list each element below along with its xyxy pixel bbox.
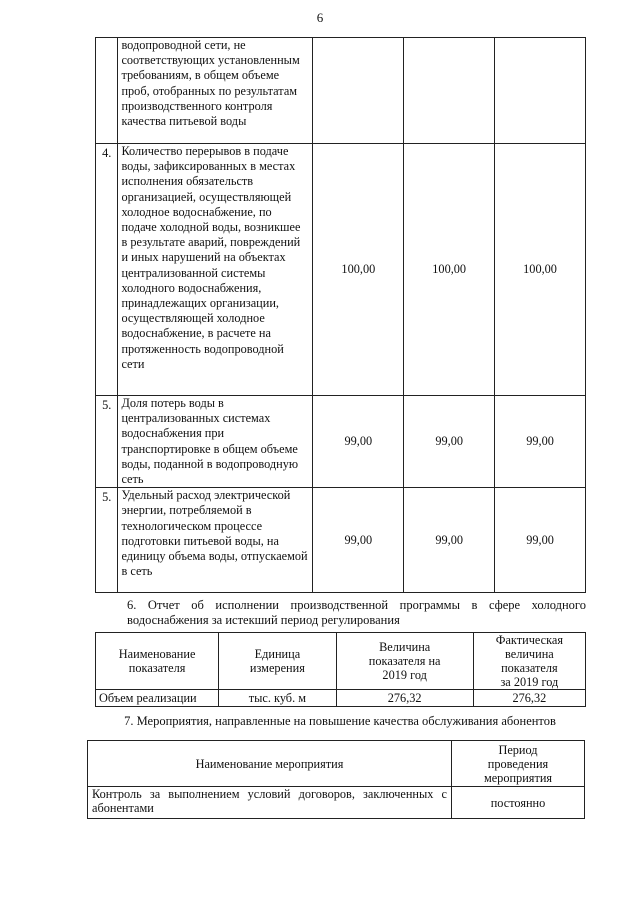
value-cell: 100,00 bbox=[495, 144, 586, 396]
value-cell: 99,00 bbox=[404, 488, 495, 593]
value-cell: 276,32 bbox=[336, 690, 473, 707]
column-header: Наименование мероприятия bbox=[88, 741, 452, 787]
table-row bbox=[88, 787, 585, 819]
indicator-name: водопроводной сети, не соответствующих установленным требованиям, в общем объеме проб, отобранных по результатам производственного контроля качества питьевой воды bbox=[118, 38, 313, 144]
table-row bbox=[96, 38, 586, 144]
page-number: 6 bbox=[316, 10, 324, 25]
table-header-row bbox=[88, 741, 585, 787]
table-row bbox=[96, 144, 586, 396]
table-row bbox=[96, 690, 586, 707]
indicator-name: Количество перерывов в подаче воды, зафиксированных в местах исполнения обязательств организацией, осуществляющей холодное водоснабжение, по подаче холодной воды, возникшее в результате аварий, повреждений и иных нарушений на объектах централизованной системы холодного водоснабжения, принадлежащих организации, осуществляющей холодное водоснабжение, в расчете на протяженность водопроводной сети bbox=[118, 144, 313, 396]
row-number bbox=[96, 38, 118, 144]
indicators-table bbox=[95, 37, 586, 593]
value-cell: 276,32 bbox=[473, 690, 585, 707]
section-6-heading: 6. Отчет об исполнении производственной программы в сфере холодного водоснабжения за истекший период регулирования bbox=[127, 598, 586, 627]
value-cell: 100,00 bbox=[404, 144, 495, 396]
section-7-heading: 7. Мероприятия, направленные на повышение качества обслуживания абонентов bbox=[124, 714, 556, 728]
indicator-name: Доля потерь воды в централизованных системах водоснабжения при транспортировке в общем объеме воды, поданной в водопроводную сеть bbox=[118, 396, 313, 488]
measure-name: Контроль за выполнением условий договоров, заключенных с абонентами bbox=[88, 787, 452, 819]
indicator-name: Объем реализации bbox=[96, 690, 219, 707]
value-cell bbox=[495, 38, 586, 144]
measures-table bbox=[87, 740, 585, 819]
value-cell: 99,00 bbox=[313, 488, 404, 593]
table-row bbox=[96, 396, 586, 488]
value-cell: 99,00 bbox=[313, 396, 404, 488]
row-number: 4. bbox=[96, 144, 118, 396]
column-header: Единица измерения bbox=[219, 633, 336, 690]
column-header: Фактическая величина показателя за 2019 год bbox=[473, 633, 585, 690]
column-header: Величина показателя на 2019 год bbox=[336, 633, 473, 690]
value-cell bbox=[313, 38, 404, 144]
unit-cell: тыс. куб. м bbox=[219, 690, 336, 707]
value-cell: 100,00 bbox=[313, 144, 404, 396]
period-cell: постоянно bbox=[452, 787, 585, 819]
value-cell bbox=[404, 38, 495, 144]
value-cell: 99,00 bbox=[495, 396, 586, 488]
row-number: 5. bbox=[96, 488, 118, 593]
table-row bbox=[96, 488, 586, 593]
column-header: Период проведения мероприятия bbox=[452, 741, 585, 787]
column-header: Наименование показателя bbox=[96, 633, 219, 690]
value-cell: 99,00 bbox=[404, 396, 495, 488]
indicator-name: Удельный расход электрической энергии, потребляемой в технологическом процессе подготовки питьевой воды, на единицу объема воды, отпускаемой в сеть bbox=[118, 488, 313, 593]
row-number: 5. bbox=[96, 396, 118, 488]
table-header-row bbox=[96, 633, 586, 690]
value-cell: 99,00 bbox=[495, 488, 586, 593]
production-program-table bbox=[95, 632, 586, 707]
